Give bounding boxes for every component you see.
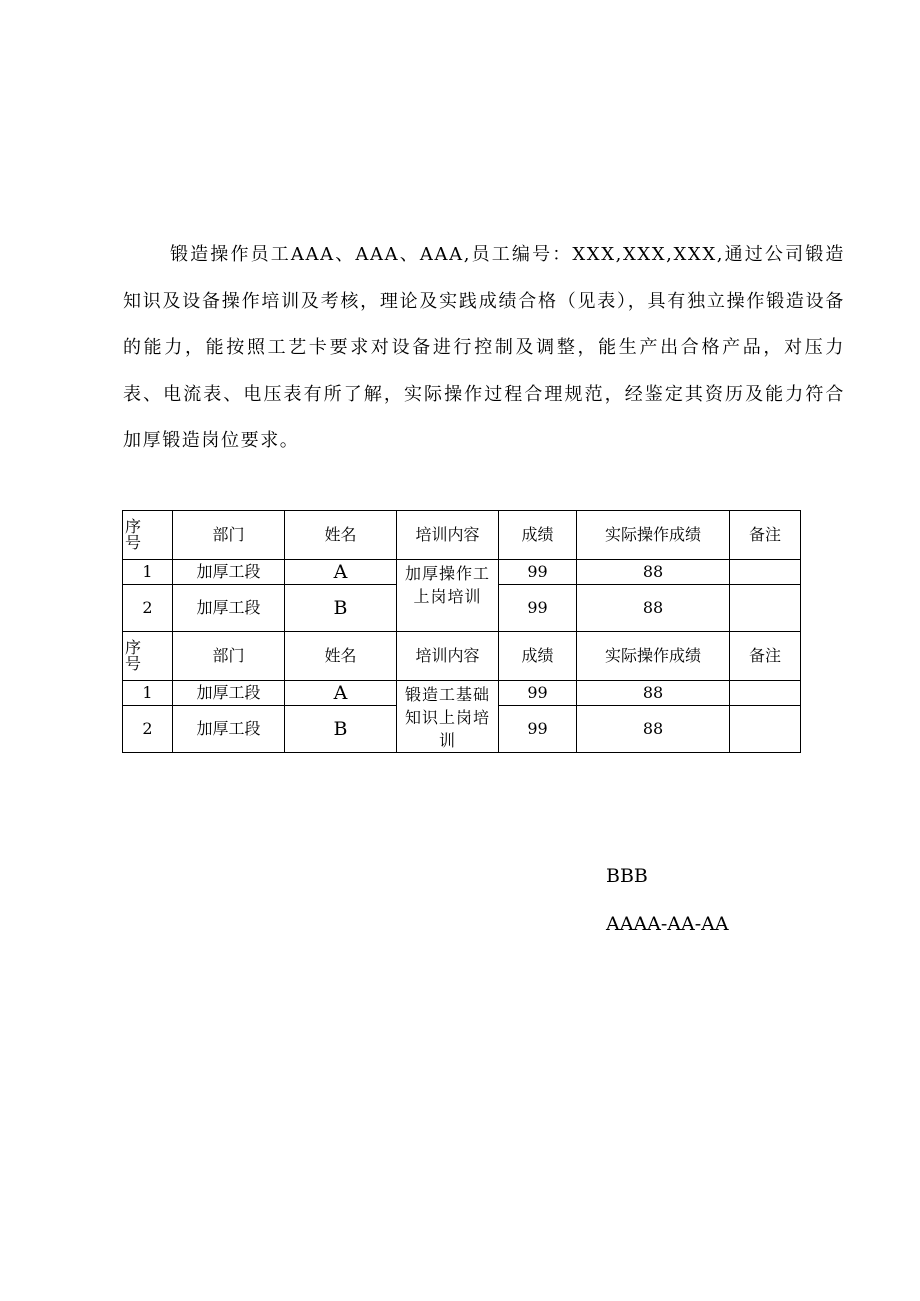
cell-remark <box>730 560 801 585</box>
header-dept: 部门 <box>173 511 285 560</box>
cell-practical: 88 <box>577 706 730 753</box>
cell-content: 锻造工基础知识上岗培训 <box>397 681 499 753</box>
table-header-row <box>123 632 801 681</box>
header-score: 成绩 <box>499 511 577 560</box>
header-seq: 序 号 <box>123 511 173 560</box>
header-remark: 备注 <box>730 511 801 560</box>
cell-remark <box>730 706 801 753</box>
header-dept: 部门 <box>173 632 285 681</box>
header-name: 姓名 <box>285 511 397 560</box>
cell-dept: 加厚工段 <box>173 560 285 585</box>
cell-seq: 1 <box>123 681 173 706</box>
cell-practical: 88 <box>577 681 730 706</box>
cell-score: 99 <box>499 560 577 585</box>
header-practical: 实际操作成绩 <box>577 632 730 681</box>
table-row <box>123 560 801 585</box>
cell-remark <box>730 681 801 706</box>
cell-dept: 加厚工段 <box>173 681 285 706</box>
certification-paragraph: 锻造操作员工AAA、AAA、AAA,员工编号：XXX,XXX,XXX,通过公司锻造知识及设备操作培训及考核，理论及实践成绩合格（见表），具有独立操作锻造设备的能力，能按照工艺卡要求对设备进行控制及调整，能生产出合格产品，对压力表、电流表、电压表有所了解，实际操作过程合理规范，经鉴定其资历及能力符合加厚锻造岗位要求。 <box>123 244 845 451</box>
cell-name: B <box>285 706 397 753</box>
signature-date: AAAA-AA-AA <box>606 913 729 935</box>
table-row <box>123 681 801 706</box>
header-remark: 备注 <box>730 632 801 681</box>
cell-name: B <box>285 585 397 632</box>
signature-name: BBB <box>606 865 648 887</box>
header-practical: 实际操作成绩 <box>577 511 730 560</box>
cell-name: A <box>285 681 397 706</box>
cell-seq: 2 <box>123 585 173 632</box>
header-content: 培训内容 <box>397 632 499 681</box>
table-header-row <box>123 511 801 560</box>
cell-score: 99 <box>499 706 577 753</box>
cell-dept: 加厚工段 <box>173 585 285 632</box>
header-content: 培训内容 <box>397 511 499 560</box>
cell-seq: 1 <box>123 560 173 585</box>
cell-score: 99 <box>499 585 577 632</box>
cell-dept: 加厚工段 <box>173 706 285 753</box>
header-name: 姓名 <box>285 632 397 681</box>
training-score-table <box>122 510 801 753</box>
header-seq: 序 号 <box>123 632 173 681</box>
cell-remark <box>730 585 801 632</box>
cell-content: 加厚操作工上岗培训 <box>397 560 499 632</box>
cell-practical: 88 <box>577 560 730 585</box>
cell-seq: 2 <box>123 706 173 753</box>
cell-practical: 88 <box>577 585 730 632</box>
header-score: 成绩 <box>499 632 577 681</box>
cell-name: A <box>285 560 397 585</box>
cell-score: 99 <box>499 681 577 706</box>
